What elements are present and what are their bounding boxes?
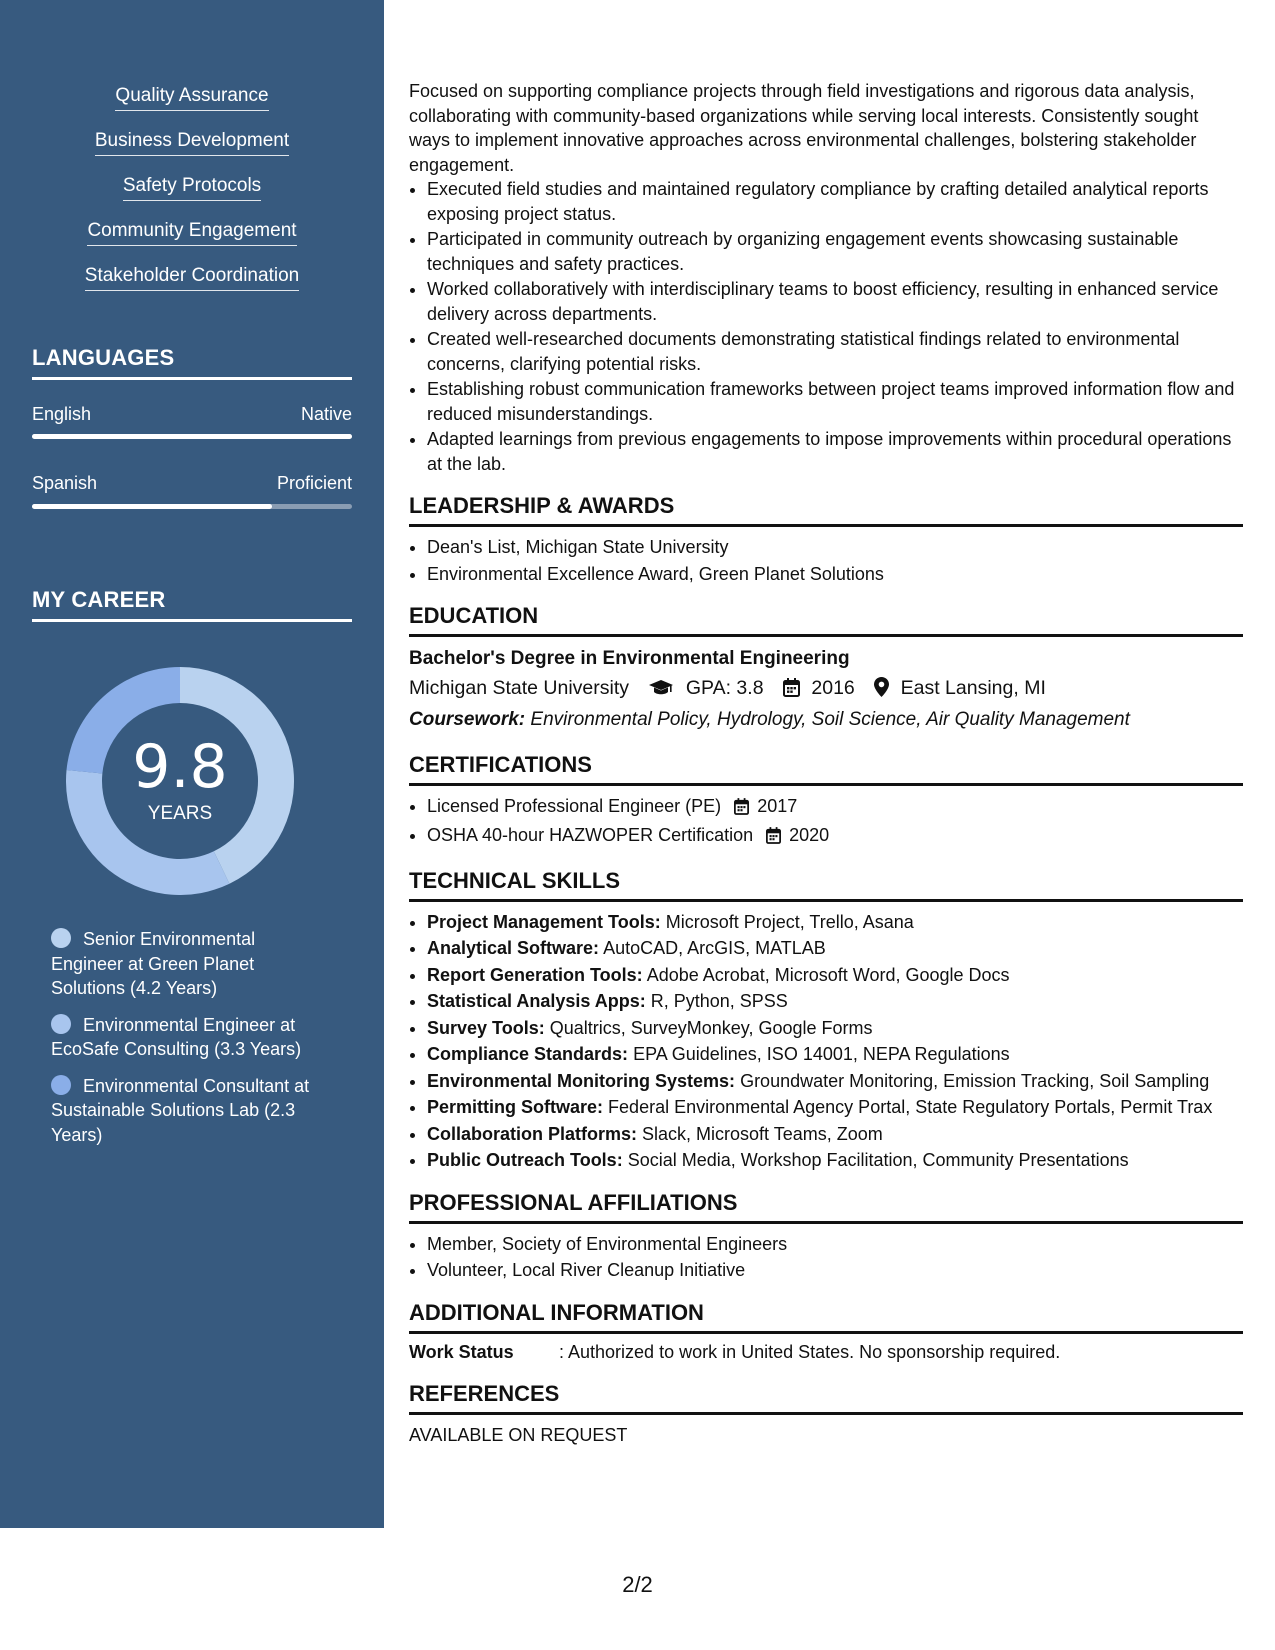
skills-list: [0, 84, 384, 309]
career-donut-chart: [66, 667, 294, 895]
certification-year: 2020: [789, 825, 830, 845]
sidebar: [0, 0, 384, 1528]
technical-skill-label: Project Management Tools:: [427, 911, 661, 932]
education-details: [409, 676, 1243, 704]
career-item-label: Senior Environmental Engineer at Green Planet Solutions (4.2 Years): [51, 929, 256, 998]
main-content: [409, 79, 1243, 1448]
technical-skill-label: Public Outreach Tools:: [427, 1150, 623, 1170]
leadership-item: • Dean's List, Michigan State University: [427, 535, 1243, 560]
additional-info-heading: ADDITIONAL INFORMATION: [409, 1299, 1243, 1334]
certification-name: Licensed Professional Engineer (PE): [427, 795, 722, 816]
certification-item: [427, 794, 1243, 822]
technical-skill-item: [427, 1095, 1243, 1120]
technical-skill-value: Slack, Microsoft Teams, Zoom: [642, 1123, 883, 1144]
work-status-label: Work Status: [409, 1341, 514, 1362]
location-pin-icon: [874, 677, 889, 704]
language-bar-english: [32, 434, 352, 439]
technical-skill-value: Federal Environmental Agency Portal, State Regulatory Portals, Permit Trax: [608, 1097, 1213, 1117]
technical-skill-value: Social Media, Workshop Facilitation, Community Presentations: [627, 1150, 1129, 1170]
experience-bullets: [409, 177, 1243, 476]
language-bar-fill: [32, 504, 272, 509]
affiliations-list: [409, 1232, 1243, 1283]
technical-skill-item: [427, 910, 1243, 935]
affiliations-heading: PROFESSIONAL AFFILIATIONS: [409, 1189, 1243, 1224]
technical-skill-label: Report Generation Tools:: [427, 964, 643, 985]
education-gpa: GPA: 3.8: [685, 676, 764, 699]
skill-item: [0, 84, 384, 129]
language-row-english: [32, 404, 352, 425]
certifications-list: [409, 794, 1243, 851]
career-heading: MY CAREER: [32, 587, 352, 622]
technical-skill-value: Groundwater Monitoring, Emission Tracking, Soil Sampling: [740, 1070, 1210, 1091]
career-total-years: 9.8: [132, 732, 228, 802]
education-degree: Bachelor's Degree in Environmental Engineering: [409, 648, 850, 669]
calendar-icon: [734, 797, 749, 822]
technical-skill-item: [427, 1042, 1243, 1067]
education-year: 2016: [811, 676, 855, 699]
language-bar-spanish: [32, 504, 352, 509]
calendar-icon: [783, 678, 800, 704]
references-heading: REFERENCES: [409, 1380, 1243, 1415]
technical-skill-value: EPA Guidelines, ISO 14001, NEPA Regulations: [633, 1044, 1010, 1064]
experience-summary: Focused on supporting compliance projects through field investigations and rigorous data analysis, collaborating with community-based organizations while serving local interests. Consistently sought ways to implement innovative approaches across environmental challenges, bolstering stakeholder engagement.: [409, 81, 1199, 175]
technical-skill-value: Microsoft Project, Trello, Asana: [665, 911, 914, 932]
experience-bullet: • Adapted learnings from previous engagements to impose improvements within procedural operations at the lab.: [427, 427, 1243, 476]
experience-bullet: • Participated in community outreach by organizing engagement events showcasing sustainable techniques and safety practices.: [427, 227, 1243, 276]
graduation-cap-icon: [648, 679, 674, 704]
skill-label: Community Engagement: [87, 219, 296, 246]
technical-skill-label: Survey Tools:: [427, 1017, 545, 1038]
technical-skill-item: [427, 963, 1243, 988]
leadership-heading: LEADERSHIP & AWARDS: [409, 492, 1243, 527]
skill-label: Quality Assurance: [115, 84, 268, 111]
skill-item: [0, 264, 384, 309]
experience-bullet: • Establishing robust communication frameworks between project teams improved information flow and reduced misunderstandings.: [427, 377, 1243, 426]
page-number: 2/2: [622, 1572, 653, 1597]
education-school: Michigan State University: [409, 676, 630, 699]
career-item: [51, 1074, 331, 1148]
career-legend-dot: [51, 928, 71, 948]
certifications-heading: CERTIFICATIONS: [409, 751, 1243, 786]
skill-item: [0, 174, 384, 219]
education-heading: EDUCATION: [409, 602, 1243, 637]
calendar-icon: [766, 826, 781, 851]
language-name: Spanish: [32, 473, 98, 493]
technical-skill-item: [427, 936, 1243, 961]
skill-label: Business Development: [95, 129, 289, 156]
certification-name: OSHA 40-hour HAZWOPER Certification: [427, 825, 754, 845]
skill-item: [0, 219, 384, 264]
career-item-label: Environmental Engineer at EcoSafe Consulting (3.3 Years): [51, 1014, 302, 1059]
technical-skill-item: [427, 1069, 1243, 1094]
certification-year: 2017: [757, 795, 798, 816]
career-item: [51, 1013, 331, 1062]
work-status-value: : Authorized to work in United States. No sponsorship required.: [559, 1341, 1061, 1362]
technical-skill-value: R, Python, SPSS: [650, 991, 788, 1011]
affiliation-item: • Member, Society of Environmental Engineers: [427, 1232, 1243, 1257]
leadership-list: [409, 535, 1243, 586]
technical-skill-value: Adobe Acrobat, Microsoft Word, Google Docs: [646, 964, 1010, 985]
affiliation-item: • Volunteer, Local River Cleanup Initiative: [427, 1258, 1243, 1283]
coursework-label: Coursework:: [409, 709, 526, 730]
language-name: English: [32, 404, 92, 424]
career-item: [51, 927, 331, 1001]
technical-skill-label: Permitting Software:: [427, 1097, 604, 1117]
career-legend-dot: [51, 1075, 71, 1095]
technical-skill-value: Qualtrics, SurveyMonkey, Google Forms: [549, 1017, 873, 1038]
references-text: AVAILABLE ON REQUEST: [409, 1425, 628, 1445]
leadership-item: • Environmental Excellence Award, Green Planet Solutions: [427, 562, 1243, 587]
technical-skill-value: AutoCAD, ArcGIS, MATLAB: [603, 938, 826, 958]
technical-skill-item: [427, 1016, 1243, 1041]
skill-item: [0, 129, 384, 174]
career-total-unit: YEARS: [147, 803, 213, 824]
technical-skills-heading: TECHNICAL SKILLS: [409, 867, 1243, 902]
coursework-value: Environmental Policy, Hydrology, Soil Science, Air Quality Management: [530, 709, 1130, 730]
technical-skills-list: [409, 910, 1243, 1173]
experience-bullet: • Worked collaboratively with interdisciplinary teams to boost efficiency, resulting in enhanced service delivery across departments.: [427, 277, 1243, 326]
language-level: Proficient: [276, 473, 352, 493]
technical-skill-label: Collaboration Platforms:: [427, 1123, 638, 1144]
technical-skill-item: [427, 1122, 1243, 1147]
education-coursework: [409, 708, 1243, 733]
technical-skill-label: Statistical Analysis Apps:: [427, 991, 646, 1011]
career-item-label: Environmental Consultant at Sustainable Solutions Lab (2.3 Years): [51, 1075, 310, 1145]
technical-skill-label: Analytical Software:: [427, 938, 600, 958]
technical-skill-item: [427, 1148, 1243, 1173]
career-legend-dot: [51, 1014, 71, 1034]
career-list: [51, 927, 331, 1159]
language-row-spanish: [32, 473, 352, 494]
skill-label: Safety Protocols: [123, 174, 261, 201]
technical-skill-item: [427, 989, 1243, 1014]
technical-skill-label: Compliance Standards:: [427, 1044, 629, 1064]
education-location: East Lansing, MI: [900, 676, 1046, 699]
language-level: Native: [300, 404, 352, 424]
language-bar-fill: [32, 434, 352, 439]
skill-label: Stakeholder Coordination: [85, 264, 299, 291]
experience-bullet: • Created well-researched documents demonstrating statistical findings related to environmental concerns, clarifying potential risks.: [427, 327, 1243, 376]
experience-bullet: • Executed field studies and maintained regulatory compliance by crafting detailed analytical reports exposing project status.: [427, 177, 1243, 226]
technical-skill-label: Environmental Monitoring Systems:: [427, 1070, 736, 1091]
work-status-row: [409, 1340, 1243, 1365]
languages-heading: LANGUAGES: [32, 345, 352, 380]
certification-item: [427, 823, 1243, 851]
